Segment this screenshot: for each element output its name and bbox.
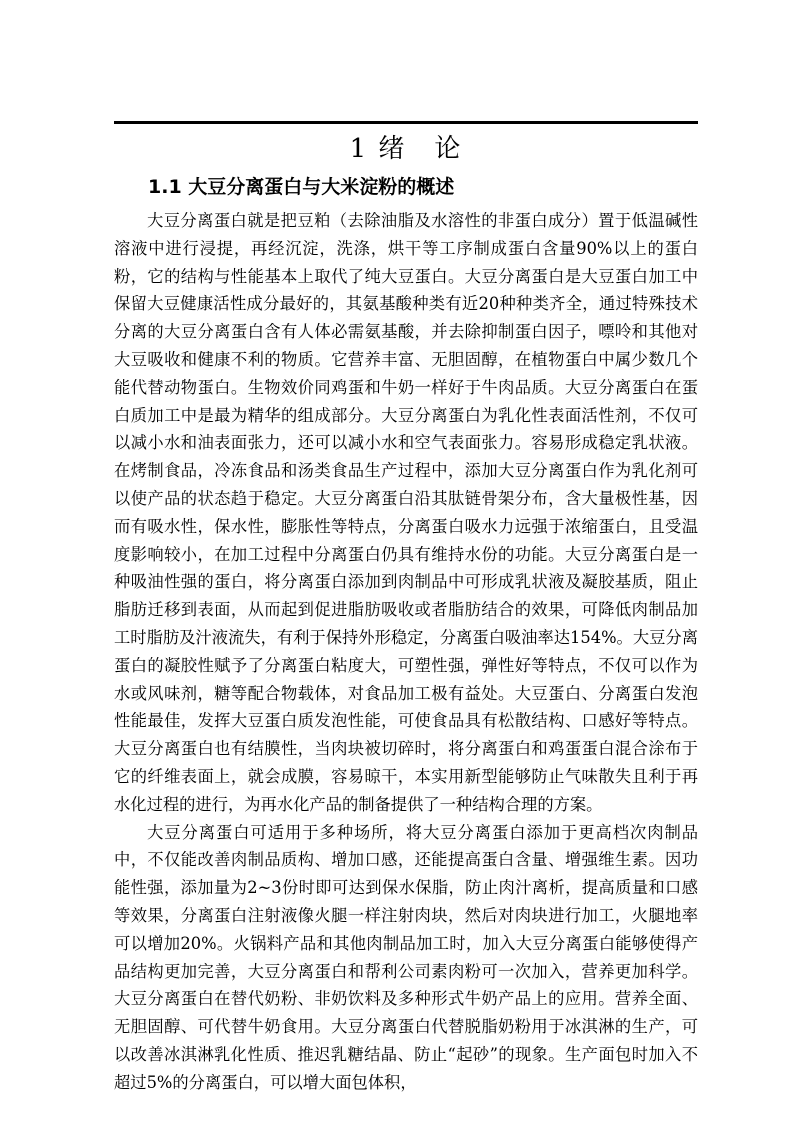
section-title: 1.1 大豆分离蛋白与大米淀粉的概述 — [148, 176, 455, 198]
body-text — [114, 207, 698, 1097]
paragraph: 大豆分离蛋白就是把豆粕（去除油脂及水溶性的非蛋白成分）置于低温碱性溶液中进行浸提，再经沉淀，洗涤，烘干等工序制成蛋白含量90%以上的蛋白粉，它的结构与性能基本上取代了纯大豆蛋白。大豆分离蛋白是大豆蛋白加工中保留大豆健康活性成分最好的，其氨基酸种类有近20种种类齐全，通过特殊技术分离的大豆分离蛋白含有人体必需氨基酸，并去除抑制蛋白因子，嘌呤和其他对大豆吸收和健康不利的物质。它营养丰富、无胆固醇，在植物蛋白中属少数几个能代替动物蛋白。生物效价同鸡蛋和牛奶一样好于牛肉品质。大豆分离蛋白在蛋白质加工中是最为精华的组成部分。大豆分离蛋白为乳化性表面活性剂，不仅可以减小水和油表面张力，还可以减小水和空气表面张力。容易形成稳定乳状液。在烤制食品，冷冻食品和汤类食品生产过程中，添加大豆分离蛋白作为乳化剂可以使产品的状态趋于稳定。大豆分离蛋白沿其肽链骨架分布，含大量极性基，因而有吸水性，保水性，膨胀性等特点，分离蛋白吸水力远强于浓缩蛋白，且受温度影响较小，在加工过程中分离蛋白仍具有维持水份的功能。大豆分离蛋白是一种吸油性强的蛋白，将分离蛋白添加到肉制品中可形成乳状液及凝胶基质，阻止脂肪迁移到表面，从而起到促进脂肪吸收或者脂肪结合的效果，可降低肉制品加工时脂肪及汁液流失，有利于保持外形稳定，分离蛋白吸油率达154%。大豆分离蛋白的凝胶性赋予了分离蛋白粘度大，可塑性强，弹性好等特点，不仅可以作为水或风味剂，糖等配合物载体，对食品加工极有益处。大豆蛋白、分离蛋白发泡性能最佳，发挥大豆蛋白质发泡性能，可使食品具有松散结构、口感好等特点。大豆分离蛋白也有结膜性，当肉块被切碎时，将分离蛋白和鸡蛋蛋白混合涂布于它的纤维表面上，就会成膜，容易晾干，本实用新型能够防止气味散失且利于再水化过程的进行，为再水化产品的制备提供了一种结构合理的方案。 — [114, 211, 698, 814]
paragraph: 大豆分离蛋白可适用于多种场所，将大豆分离蛋白添加于更高档次肉制品中，不仅能改善肉制品质构、增加口感，还能提高蛋白含量、增强维生素。因功能性强，添加量为2~3份时即可达到保水保脂，防止肉汁离析，提高质量和口感等效果，分离蛋白注射液像火腿一样注射肉块，然后对肉块进行加工，火腿地率可以增加20%。火锅料产品和其他肉制品加工时，加入大豆分离蛋白能够使得产品结构更加完善，大豆分离蛋白和帮利公司素肉粉可一次加入，营养更加科学。大豆分离蛋白在替代奶粉、非奶饮料及多种形式牛奶产品上的应用。营养全面、无胆固醇、可代替牛奶食用。大豆分离蛋白代替脱脂奶粉用于冰淇淋的生产，可以改善冰淇淋乳化性质、推迟乳糖结晶、防止“起砂”的现象。生产面包时加入不超过5%的分离蛋白，可以增大面包体积， — [114, 822, 698, 1092]
header-rule — [114, 121, 698, 124]
chapter-title: 1 绪 论 — [349, 134, 463, 164]
